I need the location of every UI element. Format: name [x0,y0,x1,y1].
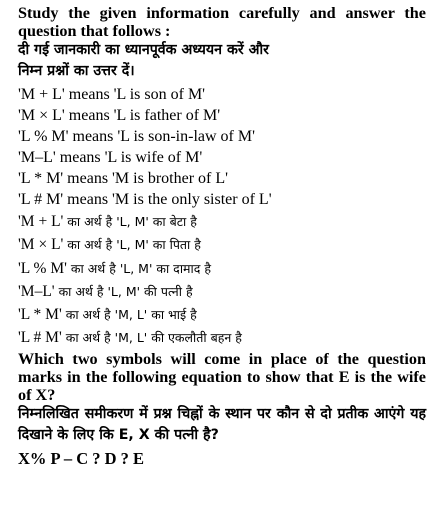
rule-hi [18,303,426,326]
rule-hi-expr: 'L % M' [18,259,67,277]
rule-hi [18,257,426,280]
rules-hindi-list [18,210,426,350]
rule-hi [18,280,426,303]
question-hindi: निम्नलिखित समीकरण में प्रश्न चिह्नों के स्थान पर कौन से दो प्रतीक आएंगे यह दिखाने के लिए कि E, X की पत्नी है? [18,405,426,443]
rule-en: 'M × L' means 'L is father of M' [18,107,221,124]
intro-hindi-line2: निम्न प्रश्नों का उत्तर दें। [18,63,135,79]
question-document [18,4,426,470]
rule-en: 'M–L' means 'L is wife of M' [18,149,203,166]
rule-hi-expr: 'L * M' [18,306,62,324]
rule-hi [18,210,426,233]
rule-hi-expr: 'M–L' [18,282,55,300]
rules-english-list [18,84,426,210]
rule-hi-expr: 'L # M' [18,329,62,347]
rule-en: 'L # M' means 'M is the only sister of L' [18,191,272,208]
rule-en: 'L * M' means 'M is brother of L' [18,170,229,187]
rule-hi-text: का अर्थ है 'L, M' की पत्नी है [54,283,193,299]
rule-hi [18,326,426,349]
question-english: Which two symbols will come in place of the question marks in the following equation to show that E is the wife of X? [18,349,426,404]
rule-hi-text: का अर्थ है 'L, M' का बेटा है [63,214,197,229]
rule-en: 'L % M' means 'L is son-in-law of M' [18,128,255,145]
rule-hi-text: का अर्थ है 'L, M' का दामाद है [66,260,212,276]
rule-hi-text: का अर्थ है 'L, M' का पिता है [63,237,201,253]
rule-hi-text: का अर्थ है 'M, L' का भाई है [61,307,197,323]
rule-hi-expr: 'M + L' [18,213,64,230]
rule-en: 'M + L' means 'L is son of M' [18,86,206,103]
rule-hi-expr: 'M × L' [18,236,64,254]
intro-english: Study the given information carefully and answer the question that follows : [18,4,426,40]
rule-hi-text: का अर्थ है 'M, L' की एकलौती बहन है [61,330,242,346]
rule-hi [18,233,426,256]
question-equation: X% P – C ? D ? E [18,448,145,468]
intro-hindi-line1: दी गई जानकारी का ध्यानपूर्वक अध्ययन करें और [18,42,269,58]
